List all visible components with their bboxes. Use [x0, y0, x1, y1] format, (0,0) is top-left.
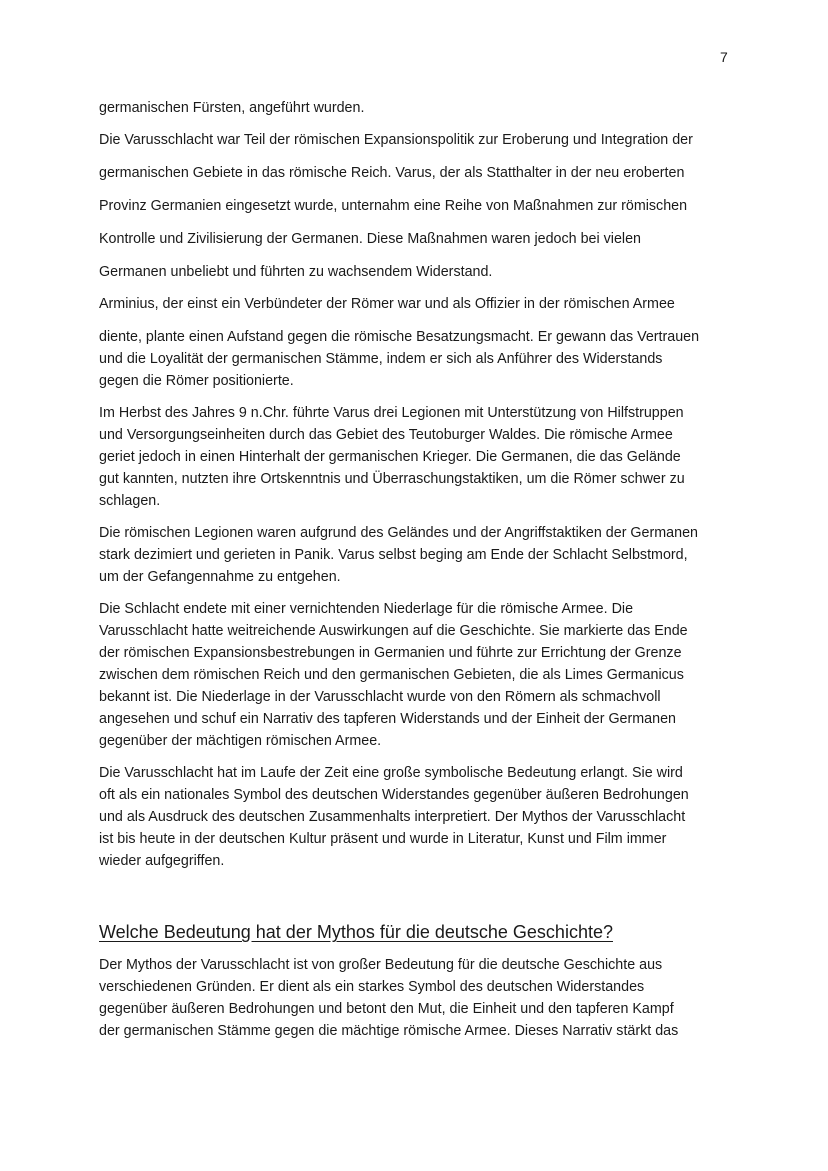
text-line: und als Ausdruck des deutschen Zusammenhalts interpretiert. Der Mythos der Varusschlacht [99, 809, 686, 825]
text-line: Die Schlacht endete mit einer vernichtenden Niederlage für die römische Armee. Die [99, 601, 634, 617]
text-line: germanischen Fürsten, angeführt wurden. [99, 100, 365, 116]
paragraph-symbolism [99, 762, 729, 872]
text-line: Der Mythos der Varusschlacht ist von großer Bedeutung für die deutsche Geschichte aus [99, 957, 663, 973]
text-line: und Versorgungseinheiten durch das Gebiet des Teutoburger Waldes. Die römische Armee [99, 427, 673, 443]
paragraph-arminius [99, 293, 729, 392]
text-line: verschiedenen Gründen. Er dient als ein starkes Symbol des deutschen Widerstandes [99, 979, 645, 995]
text-line: Varusschlacht hatte weitreichende Auswirkungen auf die Geschichte. Sie markierte das Ende [99, 623, 688, 639]
page-number: 7 [720, 49, 728, 65]
text-line: gut kannten, nutzten ihre Ortskenntnis und Überraschungstaktiken, um die Römer schwer zu [99, 471, 685, 487]
text-line: gegen die Römer positionierte. [99, 373, 294, 389]
paragraph-expansion-policy [99, 129, 729, 283]
paragraph-continuation [99, 97, 729, 119]
text-line: stark dezimiert und gerieten in Panik. Varus selbst beging am Ende der Schlacht Selbstmord, [99, 547, 688, 563]
text-line: Kontrolle und Zivilisierung der Germanen. Diese Maßnahmen waren jedoch bei vielen [99, 231, 641, 247]
text-line: Germanen unbeliebt und führten zu wachsendem Widerstand. [99, 264, 493, 280]
text-line: geriet jedoch in einen Hinterhalt der germanischen Krieger. Die Germanen, die das Gelände [99, 449, 681, 465]
text-line: bekannt ist. Die Niederlage in der Varusschlacht wurde von den Römern als schmachvoll [99, 689, 661, 705]
document-body [99, 97, 729, 1042]
text-line: gegenüber der mächtigen römischen Armee. [99, 733, 382, 749]
paragraph-ambush [99, 402, 729, 512]
text-line: und die Loyalität der germanischen Stämme, indem er sich als Anführer des Widerstands [99, 351, 663, 367]
paragraph-meaning [99, 954, 729, 1042]
text-line: Provinz Germanien eingesetzt wurde, unternahm eine Reihe von Maßnahmen zur römischen [99, 198, 688, 214]
text-line: wieder aufgegriffen. [99, 853, 225, 869]
section-heading: Welche Bedeutung hat der Mythos für die deutsche Geschichte? [99, 922, 613, 942]
text-line: der germanischen Stämme gegen die mächtige römische Armee. Dieses Narrativ stärkt das [99, 1023, 679, 1039]
text-line: Die Varusschlacht hat im Laufe der Zeit eine große symbolische Bedeutung erlangt. Sie wird [99, 765, 683, 781]
text-line: Die Varusschlacht war Teil der römischen Expansionspolitik zur Eroberung und Integration der [99, 132, 693, 148]
text-line: diente, plante einen Aufstand gegen die römische Besatzungsmacht. Er gewann das Vertrauen [99, 329, 700, 345]
text-line: gegenüber äußeren Bedrohungen und betont den Mut, die Einheit und den tapferen Kampf [99, 1001, 674, 1017]
text-line: germanischen Gebiete in das römische Reich. Varus, der als Statthalter in der neu eroberten [99, 165, 685, 181]
paragraph-defeat [99, 598, 729, 752]
text-line: um der Gefangennahme zu entgehen. [99, 569, 341, 585]
paragraph-legions [99, 522, 729, 588]
text-line: angesehen und schuf ein Narrativ des tapferen Widerstands und der Einheit der Germanen [99, 711, 676, 727]
text-line: Die römischen Legionen waren aufgrund des Geländes und der Angriffstaktiken der Germanen [99, 525, 698, 541]
text-line: Im Herbst des Jahres 9 n.Chr. führte Varus drei Legionen mit Unterstützung von Hilfstruppen [99, 405, 684, 421]
text-line: schlagen. [99, 493, 161, 509]
text-line: ist bis heute in der deutschen Kultur präsent und wurde in Literatur, Kunst und Film immer [99, 831, 667, 847]
text-line: Arminius, der einst ein Verbündeter der Römer war und als Offizier in der römischen Armee [99, 296, 675, 312]
text-line: oft als ein nationales Symbol des deutschen Widerstandes gegenüber äußeren Bedrohungen [99, 787, 689, 803]
text-line: der römischen Expansionsbestrebungen in Germanien und führte zur Errichtung der Grenze [99, 645, 682, 661]
text-line: zwischen dem römischen Reich und den germanischen Gebieten, die als Limes Germanicus [99, 667, 684, 683]
